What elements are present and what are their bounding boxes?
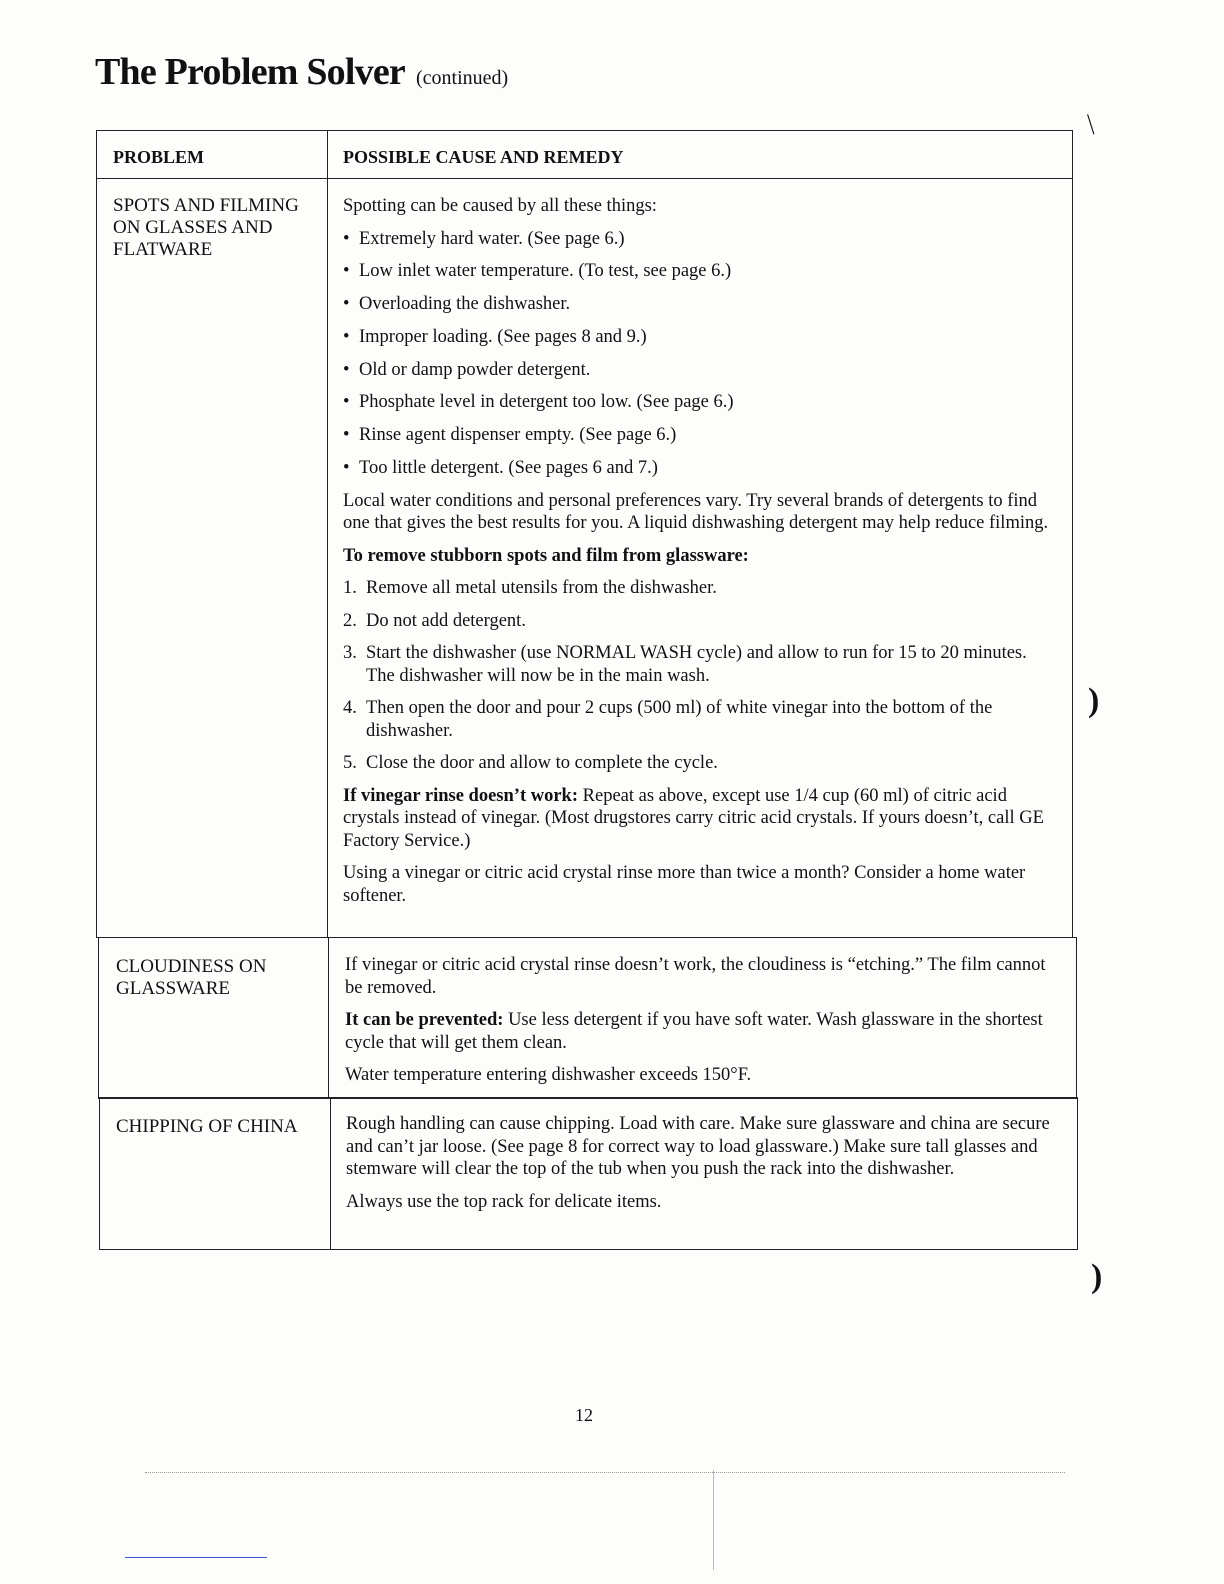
list-item: • Too little detergent. (See pages 6 and 7.) [343,457,1058,480]
rough-handling-paragraph: Rough handling can cause chipping. Load with care. Make sure glassware and china are secure and can’t jar loose. (See page 8 for correct way to load glassware.) Make sure tall glasses and stemware will clear the top of the tub when you push the rack into the dishwasher. [346,1114,1050,1179]
list-item [343,610,1058,633]
problem-spots-filming: SPOTS AND FILMING ON GLASSES AND FLATWARE [113,195,299,260]
column-divider-3 [330,1097,331,1250]
page-title [95,50,508,94]
top-rack-paragraph: Always use the top rack for delicate items. [346,1191,662,1212]
vinegar-fallback-paragraph [343,785,1058,853]
step-number: 5. [343,753,357,774]
column-divider-2 [328,937,329,1099]
remedy-chipping [346,1113,1062,1223]
scan-blue-line [125,1557,267,1558]
header-remedy: POSSIBLE CAUSE AND REMEDY [343,147,624,167]
list-item: • Overloading the dishwasher. [343,293,1058,316]
column-divider-1 [327,130,328,938]
list-item: • Improper loading. (See pages 8 and 9.) [343,326,1058,349]
binder-mark-middle: ) [1088,682,1100,719]
list-item: • Rinse agent dispenser empty. (See page 6.) [343,424,1058,447]
list-item [343,697,1058,742]
list-item: • Low inlet water temperature. (To test, see page 6.) [343,260,1058,283]
step-text: Then open the door and pour 2 cups (500 ml) of white vinegar into the bottom of the dishwasher. [366,698,993,741]
water-temperature-paragraph: Water temperature entering dishwasher exceeds 150°F. [345,1065,752,1085]
step-text: Do not add detergent. [366,610,526,631]
vinegar-fallback-bold: If vinegar rinse doesn’t work: [343,785,579,806]
prevention-bold: It can be prevented: [345,1010,504,1030]
etching-paragraph: If vinegar or citric acid crystal rinse doesn’t work, the cloudiness is “etching.” The film cannot be removed. [345,955,1046,998]
problem-cloudiness: CLOUDINESS ON GLASSWARE [116,956,267,999]
list-item [343,752,1058,775]
step-number: 1. [343,578,357,599]
list-item: • Old or damp powder detergent. [343,359,1058,382]
water-softener-paragraph: Using a vinegar or citric acid crystal rinse more than twice a month? Consider a home water softener. [343,863,1026,906]
step-text: Close the door and allow to complete the cycle. [366,753,718,774]
prevention-paragraph [345,1009,1062,1054]
steps-heading [343,545,1058,568]
page-title-main: The Problem Solver [95,51,405,93]
page-number: 12 [575,1405,593,1425]
step-text: Start the dishwasher (use NORMAL WASH cycle) and allow to run for 15 to 20 minutes. The dishwasher will now be in the main wash. [366,643,1027,686]
page-title-suffix: (continued) [415,67,509,89]
header-problem: PROBLEM [113,147,205,167]
binder-mark-bottom: ) [1091,1258,1103,1295]
scan-dotted-line [145,1472,1065,1473]
remedy-cloudiness [345,954,1062,1097]
binder-mark-top: ⧹ [1087,112,1095,137]
vinegar-fallback-text: Repeat as above, except use 1/4 cup (60 ml) of citric acid crystals instead of vinegar. (Most drugstores carry citric acid crystals. If yours doesn’t, call GE Factory Service.) [343,785,1044,851]
list-item: • Extremely hard water. (See page 6.) [343,228,1058,251]
steps-heading-text: To remove stubborn spots and film from glassware: [343,545,749,566]
problem-chipping: CHIPPING OF CHINA [116,1116,298,1137]
spotting-intro: Spotting can be caused by all these things: [343,196,657,216]
step-number: 3. [343,643,357,664]
step-number: 4. [343,698,357,719]
list-item [343,642,1058,687]
remedy-spots-filming [343,195,1058,917]
list-item [343,577,1058,600]
removal-steps-list [343,577,1058,775]
header-divider [96,178,1073,179]
list-item: • Phosphate level in detergent too low. (See page 6.) [343,391,1058,414]
water-conditions-paragraph: Local water conditions and personal preferences vary. Try several brands of detergents to find one that gives the best results for you. A liquid dishwashing detergent may help reduce filming. [343,490,1049,534]
prevention-text: Use less detergent if you have soft water. Wash glassware in the shortest cycle that will get them clean. [345,1010,1043,1053]
scan-fold-line [713,1470,714,1570]
step-number: 2. [343,610,357,631]
step-text: Remove all metal utensils from the dishwasher. [366,578,717,599]
spotting-causes-list [343,228,1058,480]
